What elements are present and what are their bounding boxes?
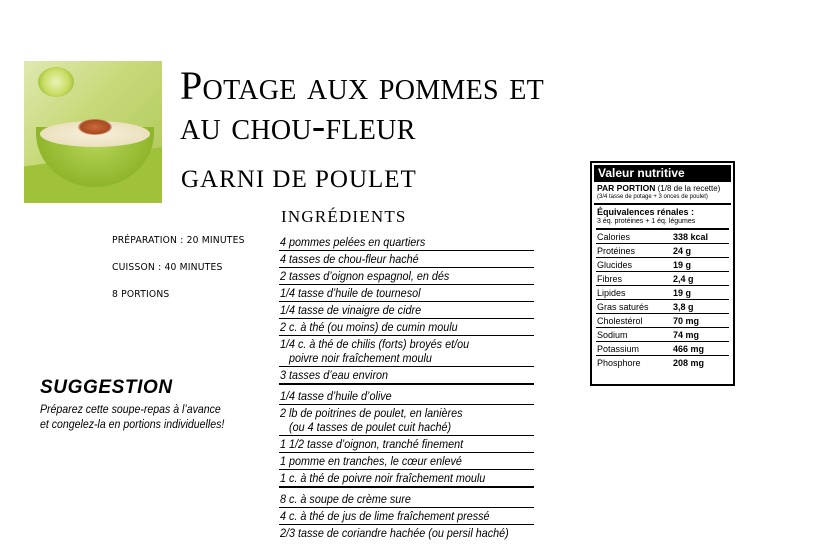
recipe-subtitle: GARNI DE POULET: [181, 166, 417, 193]
ingredients-list: [279, 234, 534, 541]
ingredient-item: 4 tasses de chou-fleur haché: [279, 251, 534, 268]
nutrient-value: 24 g: [669, 244, 729, 258]
ingredient-item: 2 tasses d’oignon espagnol, en dés: [279, 268, 534, 285]
nutrient-label: Potassium: [596, 342, 669, 356]
nutrition-row: [596, 258, 729, 272]
suggestion-line-1: Préparez cette soupe-repas à l’avance: [40, 402, 221, 416]
ingredients-heading: INGRÉDIENTS: [281, 207, 407, 226]
nutrition-row: [596, 300, 729, 314]
portion-info: [592, 182, 733, 193]
nutrient-label: Lipides: [596, 286, 669, 300]
portion-detail-2: (3/4 tasse de potage + 3 onces de poulet): [597, 194, 708, 200]
ingredient-item: 1 1/2 tasse d’oignon, tranché finement: [279, 436, 534, 453]
suggestion-line-2: et congelez-la en portions individuelles!: [40, 417, 225, 431]
nutrition-table: [596, 228, 729, 369]
nutrient-value: 2,4 g: [669, 272, 729, 286]
ingredient-item: 1 pomme en tranches, le cœur enlevé: [279, 453, 534, 470]
nutrition-header: Valeur nutritive: [594, 165, 731, 182]
nutrition-row: [596, 342, 729, 356]
nutrient-label: Glucides: [596, 258, 669, 272]
nutrition-row: [596, 272, 729, 286]
nutrition-facts-box: [590, 161, 735, 386]
nutrient-value: 19 g: [669, 258, 729, 272]
chicken-garnish: [78, 119, 112, 135]
nutrient-value: 338 kcal: [669, 229, 729, 244]
ingredient-item: 4 pommes pelées en quartiers: [279, 234, 534, 251]
preparation-time: PRÉPARATION : 20 MINUTES: [112, 235, 245, 246]
ingredient-item: 1/4 tasse d’huile de tournesol: [279, 285, 534, 302]
nutrition-row: [596, 356, 729, 370]
nutrition-row: [596, 229, 729, 244]
nutrient-value: 19 g: [669, 286, 729, 300]
title-line-2: au chou-fleur: [180, 103, 416, 148]
ingredient-item: 1/4 tasse d’huile d’olive: [279, 388, 534, 405]
nutrient-label: Gras saturés: [596, 300, 669, 314]
ingredient-item: 1 c. à thé de poivre noir fraîchement moulu: [279, 470, 534, 488]
nutrient-label: Sodium: [596, 328, 669, 342]
nutrition-row: [596, 244, 729, 258]
nutrient-label: Fibres: [596, 272, 669, 286]
title-line-1: Potage aux pommes et: [180, 63, 545, 108]
cooking-time: CUISSON : 40 MINUTES: [112, 262, 223, 273]
equivalences-detail: 3 éq. protéines + 1 éq. légumes: [597, 218, 696, 225]
ingredient-item: 1/4 tasse de vinaigre de cidre: [279, 302, 534, 319]
nutrient-value: 70 mg: [669, 314, 729, 328]
ingredient-item: 2 lb de poitrines de poulet, en lanières (ou 4 tasses de poulet cuit haché): [279, 405, 534, 436]
nutrient-value: 3,8 g: [669, 300, 729, 314]
ingredient-item: 1/4 c. à thé de chilis (forts) broyés et/ou poivre noir fraîchement moulu: [279, 336, 534, 367]
nutrition-row: [596, 328, 729, 342]
recipe-title: [180, 63, 545, 148]
nutrition-row: [596, 314, 729, 328]
nutrient-label: Phosphore: [596, 356, 669, 370]
suggestion-title: SUGGESTION: [40, 377, 173, 398]
nutrient-label: Calories: [596, 229, 669, 244]
nutrition-row: [596, 286, 729, 300]
nutrient-label: Protéines: [596, 244, 669, 258]
nutrient-value: 208 mg: [669, 356, 729, 370]
ingredient-item: 8 c. à soupe de crème sure: [279, 491, 534, 508]
ingredient-item: 2/3 tasse de coriandre hachée (ou persil haché): [280, 526, 509, 540]
nutrient-value: 466 mg: [669, 342, 729, 356]
suggestion-text: [40, 402, 224, 432]
equivalences-label: Équivalences rénales :: [597, 207, 695, 217]
nutrient-label: Cholestérol: [596, 314, 669, 328]
ingredient-item: 4 c. à thé de jus de lime fraîchement pressé: [279, 508, 534, 525]
ingredient-item: 3 tasses d’eau environ: [279, 367, 534, 385]
ingredient-item: 2 c. à thé (ou moins) de cumin moulu: [279, 319, 534, 336]
recipe-photo: [24, 61, 162, 203]
portion-label: PAR PORTION: [597, 183, 656, 193]
portion-detail: (1/8 de la recette): [657, 184, 721, 193]
lime-slice: [38, 67, 74, 97]
portions-count: 8 PORTIONS: [112, 289, 170, 300]
nutrient-value: 74 mg: [669, 328, 729, 342]
